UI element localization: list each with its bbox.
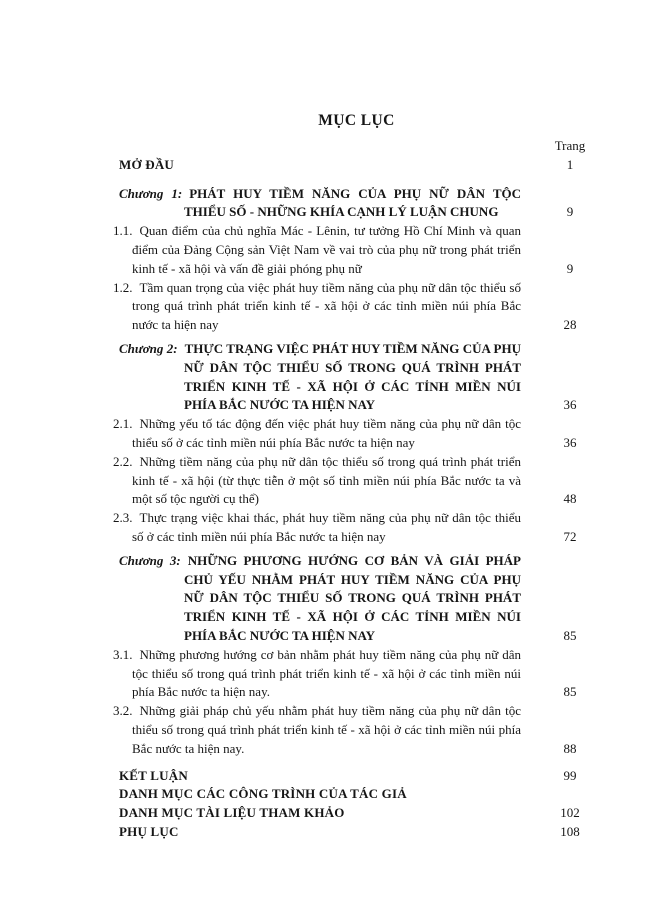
document-title: MỤC LỤC	[318, 112, 395, 129]
section-number: 2.2.	[113, 453, 133, 469]
chapter-heading	[119, 340, 521, 415]
section-text-block	[113, 453, 521, 509]
chapter-prefix: Chương 2:	[119, 340, 178, 356]
entry-page-number: 102	[560, 805, 580, 821]
section-number: 2.3.	[113, 510, 133, 526]
toc-entry-section-1-2	[113, 279, 619, 335]
entry-label: DANH MỤC TÀI LIỆU THAM KHẢO	[119, 805, 345, 821]
section-text: Những tiềm năng của phụ nữ dân tộc thiểu số trong quá trình phát triển kinh tế - xã hội (từ thực tiễn ở một số tỉnh miền núi phía Bắc nước ta và một số tộc người cụ thể)	[132, 453, 521, 507]
chapter-title: PHÁT HUY TIỀM NĂNG CỦA PHỤ NỮ DÂN TỘC THIỂU SỐ - NHỮNG KHÍA CẠNH LÝ LUẬN CHUNG	[184, 185, 521, 220]
chapter-prefix: Chương 3:	[119, 552, 181, 568]
chapter-title: THỰC TRẠNG VIỆC PHÁT HUY TIỀM NĂNG CỦA PHỤ NỮ DÂN TỘC THIỂU SỐ TRONG QUÁ TRÌNH PHÁT TRIỂN KINH TẾ - XÃ HỘI Ở CÁC TỈNH MIỀN NÚI PHÍA BẮC NƯỚC TA HIỆN NAY	[184, 340, 521, 413]
entry-page-number: 36	[563, 434, 577, 450]
entry-label: DANH MỤC CÁC CÔNG TRÌNH CỦA TÁC GIẢ	[119, 786, 407, 802]
entry-label: MỞ ĐẦU	[119, 156, 174, 172]
section-text-block	[113, 702, 521, 758]
toc-entry-section-2-3	[113, 509, 619, 547]
section-text: Những phương hướng cơ bản nhằm phát huy tiềm năng của phụ nữ dân tộc thiểu số trong quá trình phát triển kinh tế - xã hội ở các tỉnh miền núi phía Bắc nước ta hiện nay.	[132, 646, 521, 700]
section-text-block	[113, 646, 521, 702]
toc-entry-chuong-3	[119, 552, 619, 646]
section-text: Những yếu tố tác động đến việc phát huy tiềm năng của phụ nữ dân tộc thiểu số ở các tỉnh miền núi phía Bắc nước ta hiện nay	[132, 416, 521, 450]
toc-entry-section-3-2	[113, 702, 619, 758]
page-column-header-row	[119, 137, 619, 156]
toc-entry-section-3-1	[113, 646, 619, 702]
entry-page-number: 9	[566, 204, 574, 220]
section-number: 3.2.	[113, 703, 133, 719]
entry-page-number: 72	[563, 528, 577, 544]
toc-entry-section-2-2	[113, 453, 619, 509]
section-text: Thực trạng việc khai thác, phát huy tiềm năng của phụ nữ dân tộc thiểu số ở các tỉnh miền núi phía Bắc nước ta hiện nay	[132, 510, 521, 544]
section-number: 1.1.	[113, 223, 133, 239]
chapter-prefix: Chương 1:	[119, 185, 183, 201]
toc-entry-danh-muc-cong-trinh	[119, 785, 619, 804]
toc-entry-chuong-2	[119, 340, 619, 415]
entry-page-number: 28	[563, 317, 577, 333]
toc-entry-danh-muc-tai-lieu	[119, 804, 619, 823]
section-text-block	[113, 415, 521, 453]
entry-page-number: 85	[563, 684, 577, 700]
section-text: Tầm quan trọng của việc phát huy tiềm năng của phụ nữ dân tộc thiểu số trong quá trình phát triển kinh tế - xã hội ở các tỉnh miền núi phía Bắc nước ta hiện nay	[132, 279, 521, 333]
toc-entry-mo-dau	[119, 156, 619, 175]
entry-page-number: 99	[563, 767, 577, 783]
section-text: Những giải pháp chủ yếu nhằm phát huy tiềm năng của phụ nữ dân tộc thiểu số trong quá trình phát triển kinh tế - xã hội ở các tỉnh miền núi phía Bắc nước ta hiện nay.	[132, 703, 521, 756]
section-text-block	[113, 222, 521, 278]
toc-entry-section-1-1	[113, 222, 619, 278]
toc-entry-chuong-1	[119, 185, 619, 223]
toc-entry-ket-luan	[119, 767, 619, 786]
section-number: 1.2.	[113, 279, 133, 295]
entry-page-number: 88	[563, 740, 577, 756]
section-text-block	[113, 509, 521, 547]
entry-label: PHỤ LỤC	[119, 823, 179, 839]
entry-page-number: 1	[566, 156, 574, 172]
chapter-heading	[119, 552, 521, 646]
entry-page-number: 48	[563, 491, 577, 507]
toc-entry-section-2-1	[113, 415, 619, 453]
toc-entry-phu-luc	[119, 823, 619, 842]
chapter-title: NHỮNG PHƯƠNG HƯỚNG CƠ BẢN VÀ GIẢI PHÁP CHỦ YẾU NHẰM PHÁT HUY TIỀM NĂNG CỦA PHỤ NỮ DÂN TỘC THIỂU SỐ TRONG QUÁ TRÌNH PHÁT TRIỂN KINH TẾ - XÃ HỘI Ở CÁC TỈNH MIỀN NÚI PHÍA BẮC NƯỚC TA HIỆN NAY	[184, 552, 521, 643]
section-text-block	[113, 279, 521, 335]
entry-label: KẾT LUẬN	[119, 767, 188, 783]
section-text: Quan điểm của chủ nghĩa Mác - Lênin, tư tưởng Hồ Chí Minh và quan điểm của Đảng Cộng sản Việt Nam về vai trò của phụ nữ trong phát triển kinh tế - xã hội và vấn đề giải phóng phụ nữ	[132, 223, 521, 276]
page-column-header: Trang	[554, 138, 586, 153]
entry-page-number: 85	[563, 627, 577, 643]
section-number: 2.1.	[113, 416, 133, 432]
entry-page-number: 108	[560, 823, 580, 839]
entry-page-number: 9	[566, 260, 574, 276]
entry-page-number: 36	[563, 397, 577, 413]
chapter-heading	[119, 185, 521, 223]
section-number: 3.1.	[113, 646, 133, 662]
